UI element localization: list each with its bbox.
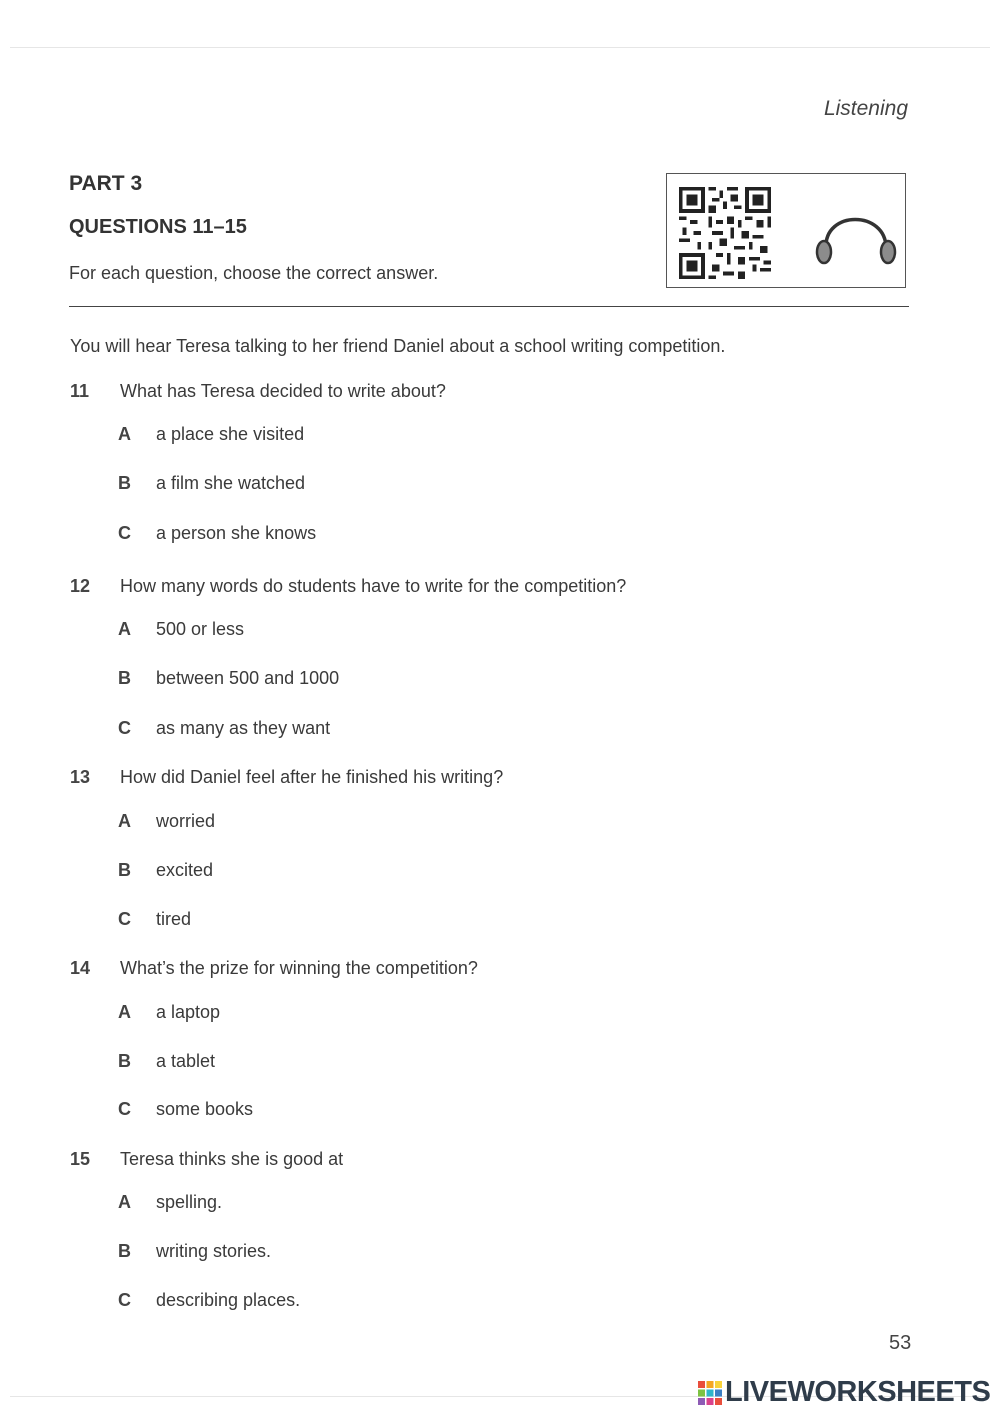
option-text: a film she watched (156, 473, 306, 493)
option-letter: C (118, 718, 131, 738)
option-text: a tablet (156, 1051, 216, 1071)
option-a[interactable] (118, 619, 244, 640)
option-text: worried (156, 811, 216, 831)
option-text: between 500 and 1000 (156, 668, 340, 688)
option-b[interactable] (118, 1051, 215, 1072)
option-text: 500 or less (156, 619, 245, 639)
question-number: 12 (70, 576, 91, 596)
option-c[interactable] (118, 1099, 253, 1120)
part-title: PART 3 (69, 172, 143, 195)
option-c[interactable] (118, 1290, 300, 1311)
option-a[interactable] (118, 1192, 222, 1213)
headphones-icon (813, 196, 899, 268)
option-letter: B (118, 860, 131, 880)
intro-text: You will hear Teresa talking to her friend Daniel about a school writing competition. (70, 336, 726, 356)
option-c[interactable] (118, 718, 330, 739)
option-letter: C (118, 1099, 131, 1119)
question-number: 14 (70, 958, 91, 978)
option-letter: A (118, 1192, 131, 1212)
liveworksheets-logo-icon (697, 1380, 723, 1406)
question-12 (70, 576, 890, 738)
option-letter: A (118, 1002, 131, 1022)
liveworksheets-watermark[interactable] (697, 1376, 990, 1409)
option-b[interactable] (118, 668, 339, 689)
option-letter: A (118, 811, 131, 831)
watermark-text: LIVEWORKSHEETS (725, 1376, 991, 1408)
question-number: 11 (70, 381, 90, 401)
option-text: tired (156, 909, 192, 929)
option-a[interactable] (118, 811, 215, 832)
option-a[interactable] (118, 424, 304, 445)
questions-range: QUESTIONS 11–15 (69, 216, 247, 238)
question-text: What has Teresa decided to write about? (120, 381, 446, 401)
option-letter: B (118, 473, 131, 493)
question-14 (70, 958, 890, 1119)
page-number: 53 (889, 1332, 912, 1354)
qr-code-icon[interactable] (679, 187, 771, 279)
question-text: Teresa thinks she is good at (120, 1149, 344, 1169)
option-text: writing stories. (156, 1241, 272, 1261)
question-15 (70, 1149, 890, 1310)
option-letter: A (118, 619, 131, 639)
option-b[interactable] (118, 860, 213, 881)
option-text: spelling. (156, 1192, 223, 1212)
question-13 (70, 767, 890, 929)
option-b[interactable] (118, 473, 305, 494)
question-text: How did Daniel feel after he finished his writing? (120, 767, 504, 787)
option-letter: C (118, 523, 131, 543)
option-letter: C (118, 909, 131, 929)
option-text: as many as they want (156, 718, 331, 738)
option-text: describing places. (156, 1290, 301, 1310)
top-border-line (10, 47, 990, 48)
instruction-text: For each question, choose the correct answer. (69, 263, 439, 283)
section-label: Listening (823, 97, 908, 120)
option-letter: B (118, 668, 131, 688)
option-b[interactable] (118, 1241, 271, 1262)
section-divider (69, 306, 909, 307)
option-text: a person she knows (156, 523, 317, 543)
option-text: a laptop (156, 1002, 221, 1022)
audio-media-box (666, 173, 906, 288)
option-letter: C (118, 1290, 131, 1310)
option-c[interactable] (118, 523, 316, 544)
option-a[interactable] (118, 1002, 220, 1023)
option-text: excited (156, 860, 214, 880)
question-text: What’s the prize for winning the competition? (120, 958, 478, 978)
option-letter: B (118, 1241, 131, 1261)
question-11 (70, 381, 890, 543)
option-text: some books (156, 1099, 254, 1119)
question-text: How many words do students have to write for the competition? (120, 576, 627, 596)
option-text: a place she visited (156, 424, 305, 444)
question-number: 13 (70, 767, 91, 787)
option-letter: B (118, 1051, 131, 1071)
option-letter: A (118, 424, 131, 444)
option-c[interactable] (118, 909, 191, 930)
question-number: 15 (70, 1149, 91, 1169)
